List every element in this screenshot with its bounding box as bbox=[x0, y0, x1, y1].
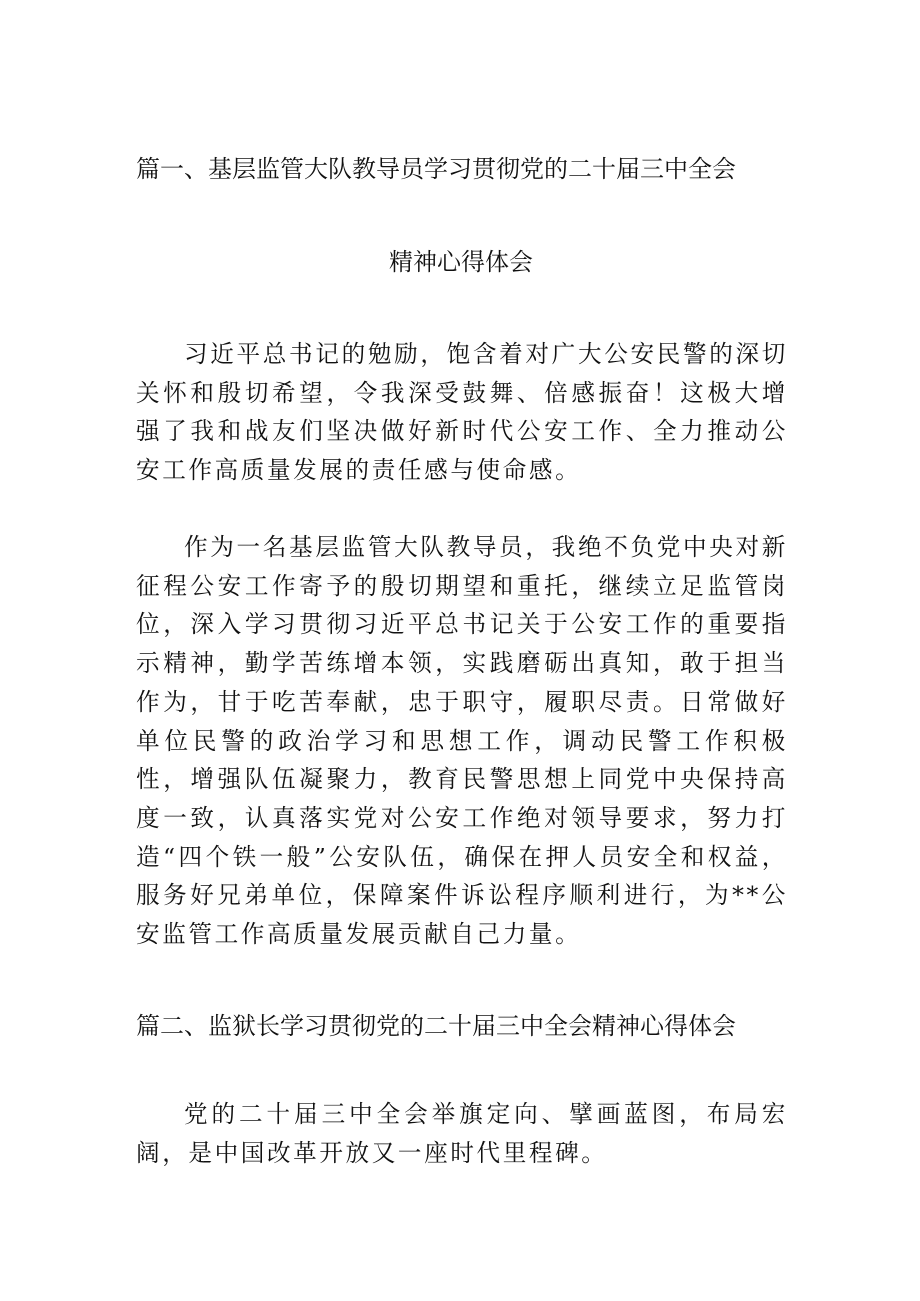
section-1-title-line-2: 精神心得体会 bbox=[389, 248, 533, 276]
section-1-paragraph-2: 作为一名基层监管大队教导员，我绝不负党中央对新征程公安工作寄予的殷切期望和重托，继续立足监管岗位，深入学习贯彻习近平总书记关于公安工作的重要指示精神，勤学苦练增本领，实践磨砺出真知，敢于担当作为，甘于吃苦奉献，忠于职守，履职尽责。日常做好单位民警的政治学习和思想工作，调动民警工作积极性，增强队伍凝聚力，教育民警思想上同党中央保持高度一致，认真落实党对公安工作绝对领导要求，努力打造“四个铁一般”公安队伍，确保在押人员安全和权益，服务好兄弟单位，保障案件诉讼程序顺利进行，为**公安监管工作高质量发展贡献自己力量。 bbox=[136, 533, 788, 949]
section-2-paragraph-1: 党的二十届三中全会举旗定向、擘画蓝图，布局宏阔，是中国改革开放又一座时代里程碑。 bbox=[136, 1100, 788, 1167]
section-1-title-line-1: 篇一、基层监管大队教导员学习贯彻党的二十届三中全会 bbox=[136, 155, 736, 183]
section-2-title: 篇二、监狱长学习贯彻党的二十届三中全会精神心得体会 bbox=[136, 1012, 736, 1040]
section-1-paragraph-1: 习近平总书记的勉励，饱含着对广大公安民警的深切关怀和殷切希望，令我深受鼓舞、倍感振奋！这极大增强了我和战友们坚决做好新时代公安工作、全力推动公安工作高质量发展的责任感与使命感。 bbox=[136, 340, 788, 485]
